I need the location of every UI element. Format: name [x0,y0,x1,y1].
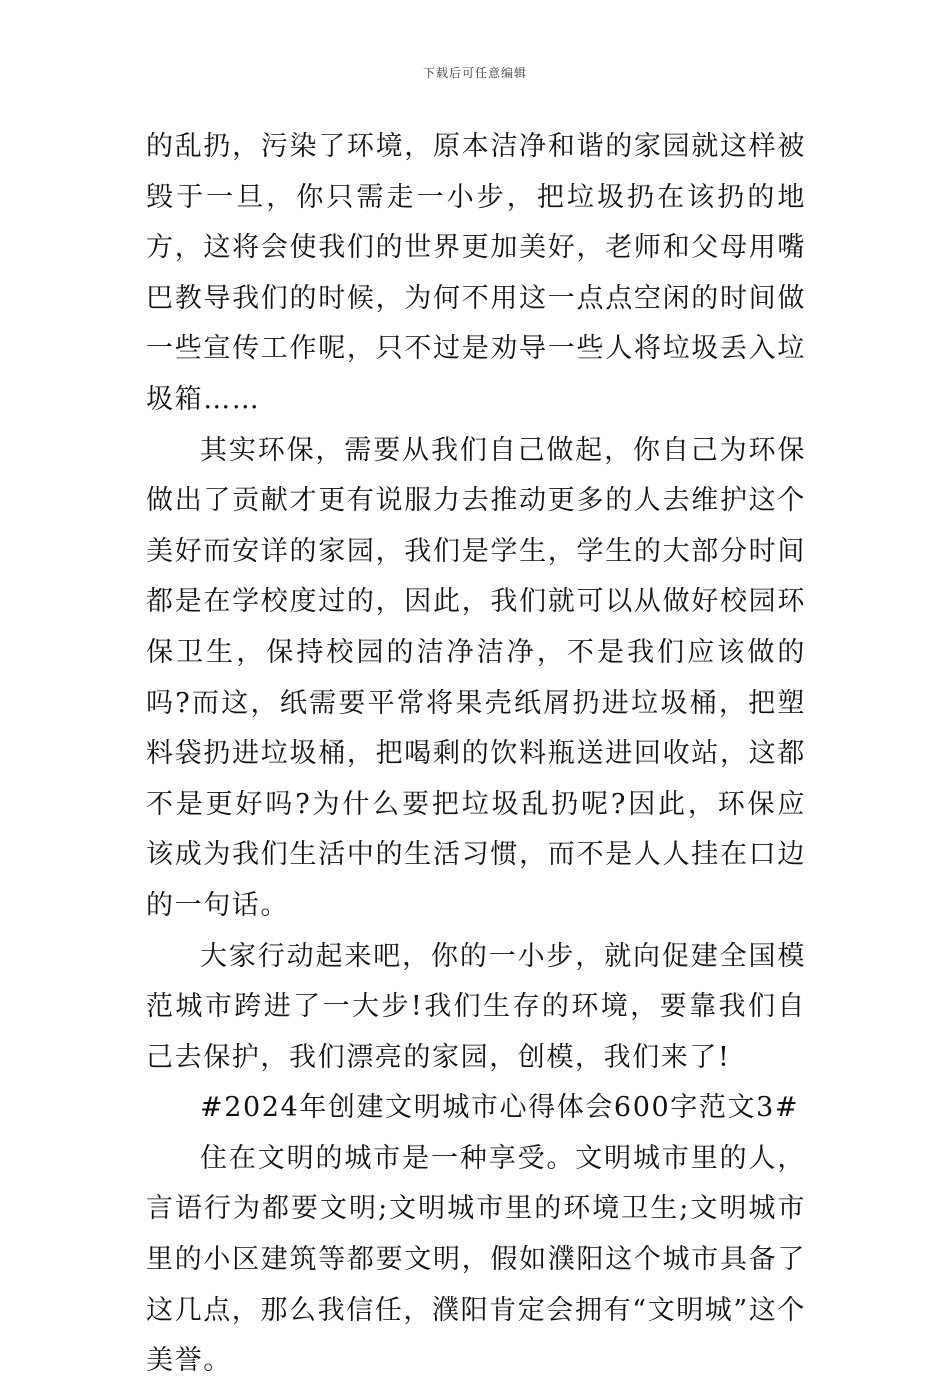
paragraph-civilized-city: 住在文明的城市是一种享受。文明城市里的人，言语行为都要文明;文明城市里的环境卫生;文明城市里的小区建筑等都要文明，假如濮阳这个城市具备了这几点，那么我信任，濮阳肯定会拥有“文明城”这个美誉。 [146,1142,807,1377]
paragraph-call-to-action: 大家行动起来吧，你的一小步，就向促建全国模范城市跨进了一大步!我们生存的环境，要靠我们自己去保护，我们漂亮的家园，创模，我们来了! [146,940,806,1073]
paragraph-environmental-protection: 其实环保，需要从我们自己做起，你自己为环保做出了贡献才更有说服力去推动更多的人去维护这个美好而安详的家园，我们是学生，学生的大部分时间都是在学校度过的，因此，我们就可以从做好校园环保卫生，保持校园的洁净洁净，不是我们应该做的吗?而这，纸需要平常将果壳纸屑扔进垃圾桶，把塑料袋扔进垃圾桶，把喝剩的饮料瓶送进回收站，这都不是更好吗?为什么要把垃圾乱扔呢?因此，环保应该成为我们生活中的生活习惯，而不是人人挂在口边的一句话。 [146,434,806,921]
section-heading: #2024年创建文明城市心得体会600字范文3# [200,1092,800,1124]
page-header: 下载后可任意编辑 [422,66,527,80]
paragraph-continuation: 的乱扔，污染了环境，原本洁净和谐的家园就这样被毁于一旦，你只需走一小步，把垃圾扔在该扔的地方，这将会使我们的世界更加美好，老师和父母用嘴巴教导我们的时候，为何不用这一点点空闲的时间做一些宣传工作呢，只不过是劝导一些人将垃圾丢入垃圾箱…… [146,131,806,415]
document-body [146,122,806,1387]
